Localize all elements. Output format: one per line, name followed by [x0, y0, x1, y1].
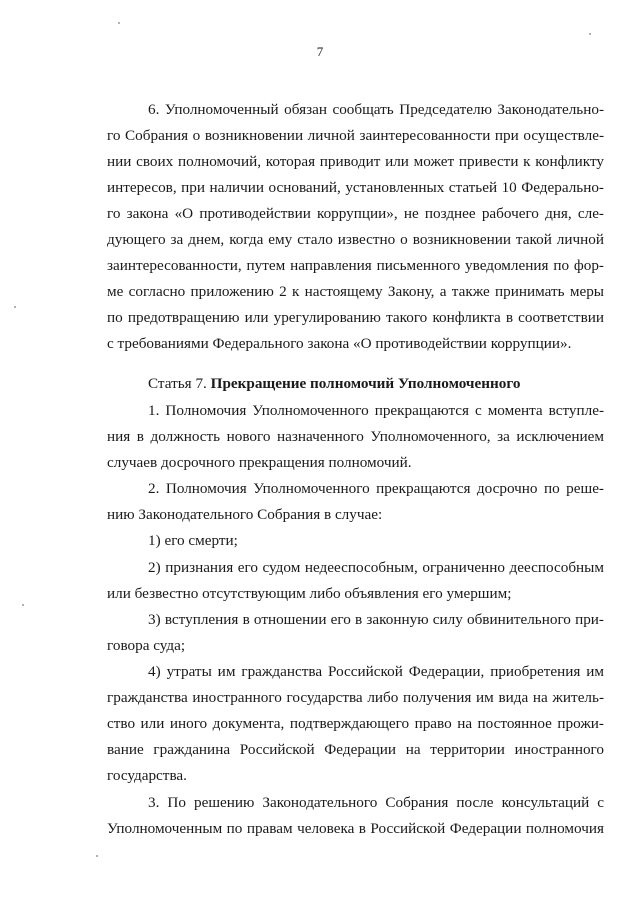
scan-artifact — [96, 855, 98, 857]
text-line: го Собрания о возникновении личной заинтересованности при осуществле- — [107, 127, 604, 144]
scan-artifact — [118, 22, 120, 24]
text-line: Уполномоченным по правам человека в Российской Федерации полномочия — [107, 820, 604, 837]
text-line: по предотвращению или урегулированию такого конфликта в соответствии — [107, 309, 604, 326]
article-title: Прекращение полномочий Уполномоченного — [210, 375, 521, 392]
text-line: или безвестно отсутствующим либо объявления его умершим; — [107, 585, 512, 602]
text-line: го закона «О противодействии коррупции», не позднее рабочего дня, сле- — [107, 205, 604, 222]
text-line: ство или иного документа, подтверждающего право на постоянное прожи- — [107, 715, 604, 732]
text-line: нию Законодательного Собрания в случае: — [107, 506, 383, 523]
text-line: 3. По решению Законодательного Собрания после консультаций с — [148, 794, 604, 811]
text-line: 4) утраты им гражданства Российской Федерации, приобретения им — [148, 663, 604, 680]
text-line: 1. Полномочия Уполномоченного прекращаются с момента вступле- — [148, 402, 604, 419]
text-line: ме согласно приложению 2 к настоящему Закону, а также принимать меры — [107, 283, 604, 300]
text-line: ния в должность нового назначенного Уполномоченного, за исключением — [107, 428, 604, 445]
text-line: 2. Полномочия Уполномоченного прекращаются досрочно по реше- — [148, 480, 604, 497]
article-number: Статья 7. — [148, 375, 211, 392]
text-line: 1) его смерти; — [148, 532, 238, 549]
text-line: 2) признания его судом недееспособным, ограниченно дееспособным — [148, 559, 604, 576]
text-line: с требованиями Федерального закона «О противодействии коррупции». — [107, 335, 572, 352]
article-heading — [148, 371, 604, 397]
scan-artifact — [22, 604, 24, 606]
text-line: нии своих полномочий, которая приводит или может привести к конфликту — [107, 153, 604, 170]
text-line: 3) вступления в отношении его в законную силу обвинительного при- — [148, 611, 604, 628]
text-line: случаев досрочного прекращения полномочий. — [107, 454, 412, 471]
text-line: государства. — [107, 767, 187, 784]
text-line: заинтересованности, путем направления письменного уведомления по фор- — [107, 257, 604, 274]
text-line: 6. Уполномоченный обязан сообщать Председателю Законодательно- — [148, 101, 604, 118]
page-number: 7 — [316, 44, 324, 59]
scan-artifact — [14, 306, 16, 308]
scan-artifact — [589, 33, 591, 35]
text-line: вание гражданина Российской Федерации на территории иностранного — [107, 741, 604, 758]
text-line: гражданства иностранного государства либо получения им вида на житель- — [107, 689, 604, 706]
text-line: интересов, при наличии оснований, установленных статьей 10 Федерально- — [107, 179, 604, 196]
text-line: говора суда; — [107, 637, 186, 654]
text-line: дующего за днем, когда ему стало известно о возникновении такой личной — [107, 231, 604, 248]
